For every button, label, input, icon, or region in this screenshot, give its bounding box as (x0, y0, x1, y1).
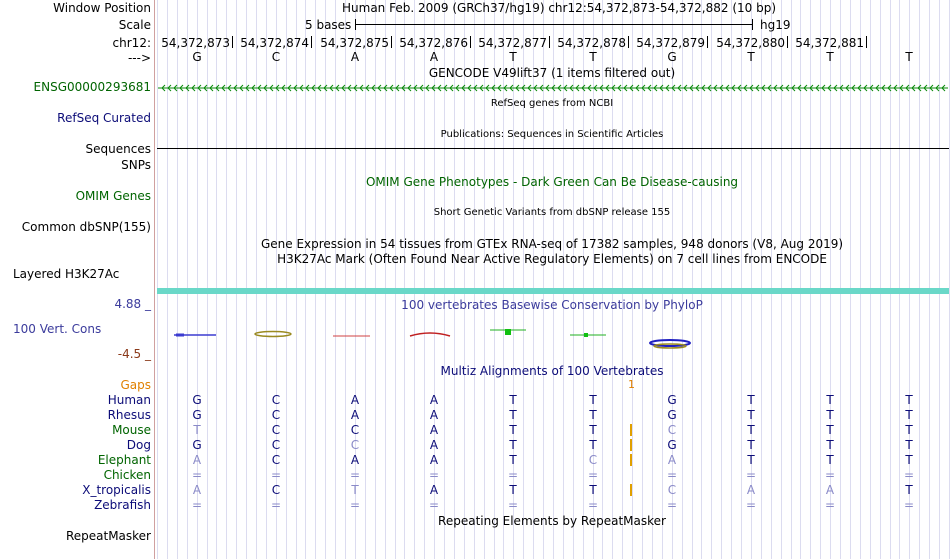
coordinate-label: 54,372,877 (478, 36, 547, 50)
alignment-base: A (192, 483, 202, 497)
alignment-base: T (826, 408, 834, 422)
alignment-base: = (507, 498, 519, 512)
alignment-base: T (589, 438, 597, 452)
alignment-base: T (826, 423, 834, 437)
insertion-marker (630, 424, 632, 436)
refseq-track-title: RefSeq genes from NCBI (490, 98, 614, 109)
alignment-base: = (428, 498, 440, 512)
alignment-base: T (509, 483, 517, 497)
species-label-mouse[interactable]: Mouse (112, 423, 151, 437)
coordinate-label: 54,372,875 (320, 36, 389, 50)
coordinate-label: 54,372,880 (716, 36, 785, 50)
species-label-rhesus[interactable]: Rhesus (107, 408, 151, 422)
omim-track-label[interactable]: OMIM Genes (75, 189, 151, 203)
alignment-base: A (429, 423, 439, 437)
reference-base: A (350, 50, 360, 64)
reference-base: A (429, 50, 439, 64)
alignment-base: C (271, 453, 281, 467)
alignment-base: T (509, 438, 517, 452)
alignment-base: C (271, 438, 281, 452)
omim-track-title: OMIM Gene Phenotypes - Dark Green Can Be Disease-causing (365, 175, 739, 189)
scale-value: 5 bases (305, 18, 352, 32)
cons-glyph-6b (584, 333, 588, 337)
alignment-base: T (826, 453, 834, 467)
alignment-base: G (667, 438, 677, 452)
alignment-base: T (589, 423, 597, 437)
alignment-base: T (509, 393, 517, 407)
reference-base: T (747, 50, 755, 64)
alignment-base: A (350, 393, 360, 407)
cons-glyph-4 (410, 333, 450, 336)
alignment-base: A (746, 483, 756, 497)
repeatmasker-track-title: Repeating Elements by RepeatMasker (438, 514, 666, 528)
dbsnp-track-label[interactable]: Common dbSNP(155) (21, 220, 151, 234)
gap-count: 1 (628, 378, 635, 391)
alignment-base: T (905, 423, 913, 437)
alignment-base: = (191, 498, 203, 512)
coordinate-label: 54,372,881 (795, 36, 864, 50)
alignment-base: A (429, 408, 439, 422)
alignment-base: A (429, 393, 439, 407)
scale-label: Scale (118, 18, 151, 32)
insertion-marker (630, 439, 632, 451)
alignment-base: A (350, 408, 360, 422)
h3k27ac-track-label[interactable]: Layered H3K27Ac (13, 267, 120, 281)
alignment-base: C (350, 423, 360, 437)
gtex-track-title: Gene Expression in 54 tissues from GTEx RNA-seq of 17382 samples, 948 donors (V8, Aug 2019) (260, 237, 844, 251)
alignment-base: T (905, 393, 913, 407)
alignment-base: = (745, 468, 757, 482)
alignment-base: T (193, 423, 201, 437)
strand-label: ---> (127, 51, 151, 65)
alignment-base: T (747, 453, 755, 467)
alignment-base: T (589, 483, 597, 497)
dbsnp-track-title: Short Genetic Variants from dbSNP release 155 (433, 207, 671, 218)
alignment-base: G (667, 393, 677, 407)
alignment-base: A (429, 483, 439, 497)
alignment-base: T (747, 438, 755, 452)
chrom-label: chr12: (112, 36, 151, 50)
scale-assembly: hg19 (760, 18, 791, 32)
reference-base: T (589, 50, 597, 64)
alignment-base: G (667, 408, 677, 422)
alignment-base: T (509, 408, 517, 422)
alignment-base: = (191, 468, 203, 482)
publications-track-title: Publications: Sequences in Scientific Articles (440, 129, 664, 140)
cons-track-label[interactable]: 100 Vert. Cons (13, 322, 102, 336)
alignment-base: = (587, 468, 599, 482)
alignment-base: = (666, 468, 678, 482)
gaps-label: Gaps (120, 378, 151, 392)
species-label-dog[interactable]: Dog (126, 438, 151, 452)
alignment-base: A (429, 453, 439, 467)
reference-base: G (667, 50, 677, 64)
alignment-base: = (587, 498, 599, 512)
alignment-base: T (747, 393, 755, 407)
sequences-track-label[interactable]: Sequences (85, 142, 151, 156)
alignment-base: = (824, 468, 836, 482)
coordinate-label: 54,372,873 (161, 36, 230, 50)
alignment-base: A (667, 453, 677, 467)
alignment-base: C (350, 438, 360, 452)
species-label-x_tropicalis[interactable]: X_tropicalis (82, 483, 151, 497)
reference-base: T (905, 50, 913, 64)
alignment-base: T (905, 483, 913, 497)
species-label-human[interactable]: Human (107, 393, 151, 407)
alignment-base: C (271, 423, 281, 437)
alignment-base: C (271, 408, 281, 422)
h3k27ac-track-title: H3K27Ac Mark (Often Found Near Active Regulatory Elements) on 7 cell lines from ENCODE (277, 252, 827, 266)
species-label-zebrafish[interactable]: Zebrafish (94, 498, 151, 512)
coordinate-label: 54,372,874 (240, 36, 309, 50)
refseq-track-label[interactable]: RefSeq Curated (57, 111, 151, 125)
window-position-value: Human Feb. 2009 (GRCh37/hg19) chr12:54,372,873-54,372,882 (10 bp) (342, 1, 777, 15)
insertion-marker (630, 454, 632, 466)
alignment-base: T (509, 423, 517, 437)
reference-base: C (271, 50, 281, 64)
alignment-base: A (192, 453, 202, 467)
gencode-gene-link[interactable]: ENSG00000293681 (33, 80, 151, 94)
alignment-base: A (429, 438, 439, 452)
reference-base: T (826, 50, 834, 64)
alignment-base: C (271, 393, 281, 407)
coordinate-label: 54,372,879 (636, 36, 705, 50)
alignment-base: G (192, 408, 202, 422)
alignment-base: = (903, 498, 915, 512)
alignment-base: = (270, 468, 282, 482)
alignment-base: T (589, 408, 597, 422)
gencode-track-title: GENCODE V49lift37 (1 items filtered out) (428, 66, 676, 80)
alignment-base: T (826, 438, 834, 452)
alignment-base: = (666, 498, 678, 512)
alignment-base: = (428, 468, 440, 482)
alignment-base: T (351, 483, 359, 497)
cons-max-value: 4.88 _ (114, 297, 151, 311)
cons-track-title: 100 vertebrates Basewise Conservation by PhyloP (401, 298, 703, 312)
alignment-base: A (350, 453, 360, 467)
alignment-base: A (825, 483, 835, 497)
alignment-base: = (349, 498, 361, 512)
alignment-base: T (905, 438, 913, 452)
cons-glyph-5b (505, 329, 511, 335)
alignment-base: T (826, 393, 834, 407)
alignment-base: C (271, 483, 281, 497)
multiz-track-title: Multiz Alignments of 100 Vertebrates (440, 364, 664, 378)
alignment-base: = (745, 498, 757, 512)
snps-track-label[interactable]: SNPs (121, 158, 151, 172)
alignment-base: G (192, 438, 202, 452)
repeatmasker-track-label[interactable]: RepeatMasker (65, 529, 151, 543)
reference-base: T (509, 50, 517, 64)
alignment-base: T (747, 423, 755, 437)
window-position-label: Window Position (53, 1, 151, 15)
cons-glyph-2 (255, 332, 291, 337)
alignment-base: T (905, 408, 913, 422)
coordinate-label: 54,372,878 (557, 36, 626, 50)
cons-min-value: -4.5 _ (117, 347, 151, 361)
coordinate-label: 54,372,876 (399, 36, 468, 50)
species-label-chicken[interactable]: Chicken (103, 468, 151, 482)
alignment-base: C (588, 453, 598, 467)
alignment-base: G (192, 393, 202, 407)
alignment-base: = (507, 468, 519, 482)
alignment-base: T (905, 453, 913, 467)
alignment-base: = (270, 498, 282, 512)
alignment-base: T (747, 408, 755, 422)
species-label-elephant[interactable]: Elephant (97, 453, 151, 467)
alignment-base: C (667, 423, 677, 437)
alignment-base: T (509, 453, 517, 467)
insertion-marker (630, 484, 632, 496)
alignment-base: T (589, 393, 597, 407)
reference-base: G (192, 50, 202, 64)
alignment-base: C (667, 483, 677, 497)
alignment-base: = (349, 468, 361, 482)
alignment-base: = (824, 498, 836, 512)
alignment-base: = (903, 468, 915, 482)
